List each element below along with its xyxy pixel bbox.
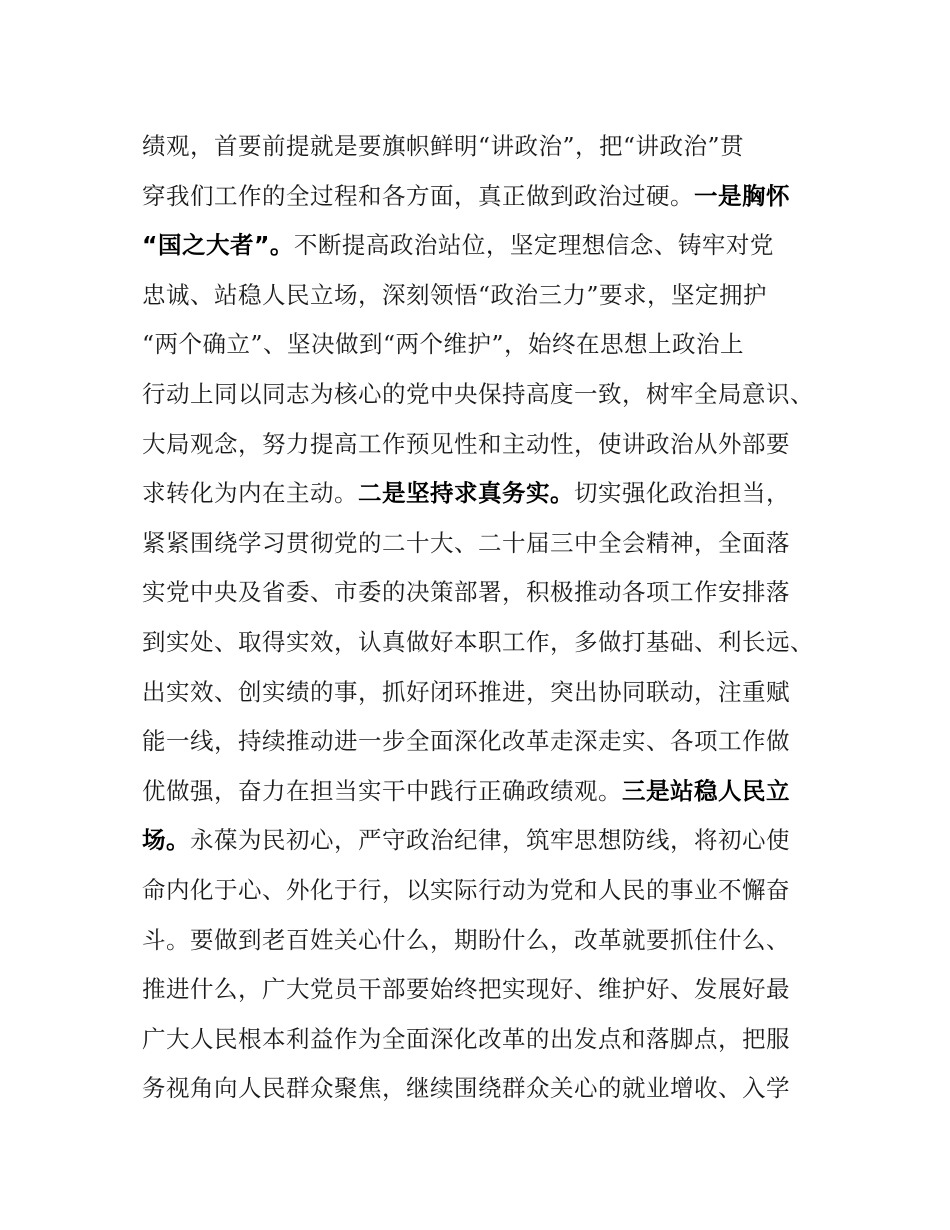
text-line: [142, 320, 832, 370]
text-line: [142, 1015, 832, 1065]
bold-text-segment: “国之大者”。: [142, 231, 294, 260]
bold-text-segment: 一是胸怀: [694, 181, 790, 210]
text-line: [142, 916, 832, 966]
text-line: [142, 1064, 832, 1114]
text-line: [142, 767, 832, 817]
text-segment: 大局观念，努力提高工作预见性和主动性，使讲政治从外部要: [142, 429, 790, 458]
text-segment: 命内化于心、外化于行，以实际行动为党和人民的事业不懈奋: [142, 875, 790, 904]
text-segment: 务视角向人民群众聚焦，继续围绕群众关心的就业增收、入学: [142, 1074, 790, 1103]
text-line: [142, 717, 832, 767]
text-segment: 优做强，奋力在担当实干中践行正确政绩观。: [142, 776, 622, 805]
text-segment: 切实强化政治担当，: [574, 479, 790, 508]
text-line: [142, 816, 832, 866]
text-line: [142, 271, 832, 321]
text-line: [142, 122, 832, 172]
text-line: [142, 519, 832, 569]
text-line: [142, 965, 832, 1015]
bold-text-segment: 场。: [142, 826, 190, 855]
text-segment: 穿我们工作的全过程和各方面，真正做到政治过硬。: [142, 181, 694, 210]
bold-text-segment: 二是坚持求真务实。: [358, 479, 574, 508]
text-segment: 能一线，持续推动进一步全面深化改革走深走实、各项工作做: [142, 727, 790, 756]
text-line: [142, 172, 832, 222]
bold-text-segment: 三是站稳人民立: [622, 776, 790, 805]
text-line: [142, 866, 832, 916]
text-segment: 求转化为内在主动。: [142, 479, 358, 508]
text-segment: 广大人民根本利益作为全面深化改革的出发点和落脚点，把服: [142, 1024, 790, 1053]
text-line: [142, 469, 832, 519]
text-line: [142, 668, 832, 718]
text-segment: 永葆为民初心，严守政治纪律，筑牢思想防线，将初心使: [190, 826, 790, 855]
text-segment: 忠诚、站稳人民立场，深刻领悟“政治三力”要求，坚定拥护: [142, 280, 768, 309]
text-segment: 紧紧围绕学习贯彻党的二十大、二十届三中全会精神，全面落: [142, 528, 790, 557]
text-segment: 行动上同以同志为核心的党中央保持高度一致，树牢全局意识、: [142, 379, 814, 408]
text-segment: 推进什么，广大党员干部要始终把实现好、维护好、发展好最: [142, 975, 790, 1004]
text-line: [142, 420, 832, 470]
text-segment: 斗。要做到老百姓关心什么，期盼什么，改革就要抓住什么、: [142, 925, 790, 954]
text-line: [142, 568, 832, 618]
text-line: [142, 370, 832, 420]
text-segment: “两个确立”、坚决做到“两个维护”，始终在思想上政治上: [142, 330, 745, 359]
text-segment: 出实效、创实绩的事，抓好闭环推进，突出协同联动，注重赋: [142, 677, 790, 706]
text-segment: 实党中央及省委、市委的决策部署，积极推动各项工作安排落: [142, 578, 790, 607]
text-segment: 不断提高政治站位，坚定理想信念、铸牢对党: [293, 231, 774, 260]
text-segment: 绩观，首要前提就是要旗帜鲜明“讲政治”，把“讲政治”贯: [142, 132, 745, 160]
text-segment: 到实处、取得实效，认真做好本职工作，多做打基础、利长远、: [142, 627, 814, 656]
body-text: [142, 122, 832, 1114]
text-line: [142, 618, 832, 668]
text-line: [142, 221, 832, 271]
